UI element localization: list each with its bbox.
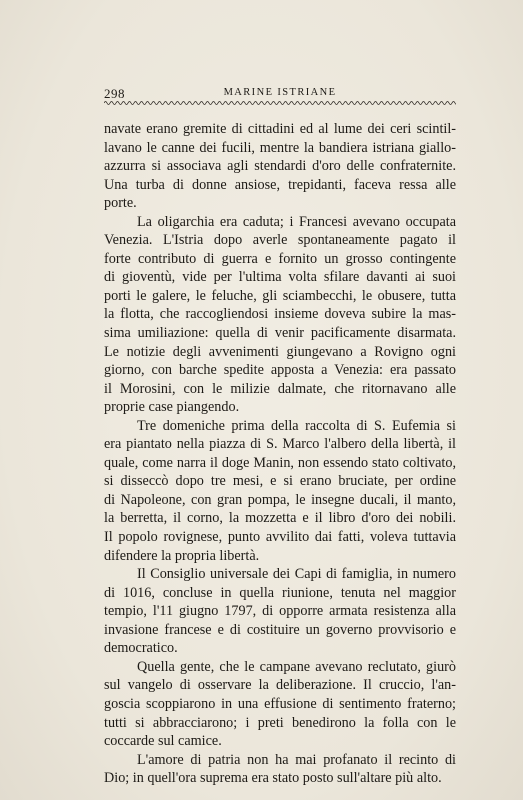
text-line: sima umiliazione: quella di venir pacificamente disarmata. xyxy=(104,325,456,342)
running-title: MARINE ISTRIANE xyxy=(223,87,337,98)
text-line: coccarde sul camice. xyxy=(104,733,222,750)
text-line: tempio, l'11 giugno 1797, di opporre armata resistenza alla xyxy=(104,603,456,620)
text-line: democratico. xyxy=(104,640,178,657)
text-line: invasione francese e di costituire un governo provvisorio e xyxy=(104,621,456,638)
text-line: Quella gente, che le campane avevano reclutato, giurò xyxy=(137,658,456,675)
paragraph xyxy=(104,417,456,565)
text-line: il Morosini, con le milizie dalmate, che ritornavano alle xyxy=(104,380,456,397)
text-line: Dio; in quell'ora suprema era stato posto sull'altare più alto. xyxy=(104,770,442,787)
text-line: difendere la propria libertà. xyxy=(104,547,260,564)
text-line: di Napoleone, con gran pompa, le insegne ducali, il manto, xyxy=(104,491,456,508)
text-line: di 1016, concluse in quella riunione, tenuta nel maggior xyxy=(104,584,456,601)
text-line: azzurra si associava agli stendardi d'oro delle confraternite. xyxy=(104,158,456,175)
paragraph xyxy=(104,565,456,658)
paragraph xyxy=(104,751,456,788)
text-line: porte. xyxy=(104,195,137,212)
text-line: Il popolo rovignese, punto avvilito dai fatti, voleva tuttavia xyxy=(104,529,456,546)
text-line: giorno, con barche spedite apposta a Venezia: era passato xyxy=(104,362,456,379)
text-line: L'amore di patria non ha mai profanato il recinto di xyxy=(137,751,456,768)
text-line: proprie case piangendo. xyxy=(104,399,240,416)
text-line: goscia scoppiarono in una effusione di sentimento fraterno; xyxy=(104,695,456,712)
text-line: lavano le canne dei fucili, mentre la bandiera istriana giallo- xyxy=(104,139,456,156)
text-line: navate erano gremite di cittadini ed al lume dei ceri scintil- xyxy=(104,121,456,137)
text-line: Il Consiglio universale dei Capi di famiglia, in numero xyxy=(137,566,456,583)
text-line: Tre domeniche prima della raccolta di S. Eufemia si xyxy=(137,417,456,434)
paragraph xyxy=(104,120,456,213)
text-line: quale, come narra il doge Manin, non essendo stato coltivato, xyxy=(104,454,456,471)
text-line: di gioventù, vide per l'ultima volta sfilare davanti ai suoi xyxy=(104,269,456,286)
text-line: porti le galere, le feluche, gli sciambecchi, le obusere, tutta xyxy=(104,287,456,304)
paragraph xyxy=(104,213,456,417)
text-line: si disseccò dopo tre mesi, e si erano bruciate, per ordine xyxy=(104,473,456,490)
paragraph xyxy=(104,658,456,751)
text-line: la flotta, che raccogliendosi insieme doveva subire la mas- xyxy=(104,306,456,323)
wavy-rule-ornament xyxy=(104,99,456,107)
text-line: tutti si abbracciarono; i preti benedirono la folla con le xyxy=(104,714,456,731)
text-line: era piantato nella piazza di S. Marco l'albero della libertà, il xyxy=(104,436,456,453)
body-text xyxy=(104,120,456,788)
text-line: La oligarchia era caduta; i Francesi avevano occupata xyxy=(137,213,456,230)
text-line: Una turba di donne ansiose, trepidanti, faceva ressa alle xyxy=(104,176,456,193)
text-line: Venezia. L'Istria dopo averle spontaneamente pagato il xyxy=(104,232,456,249)
text-line: la berretta, il corno, la mozzetta e il libro d'oro dei nobili. xyxy=(104,510,456,527)
text-line: sul vangelo di osservare la deliberazione. Il cruccio, l'an- xyxy=(104,677,456,694)
text-line: Le notizie degli avvenimenti giungevano a Rovigno ogni xyxy=(104,343,456,360)
page-number: 298 xyxy=(104,86,125,101)
text-line: forte contributo di guerra e fornito un grosso contingente xyxy=(104,250,456,267)
